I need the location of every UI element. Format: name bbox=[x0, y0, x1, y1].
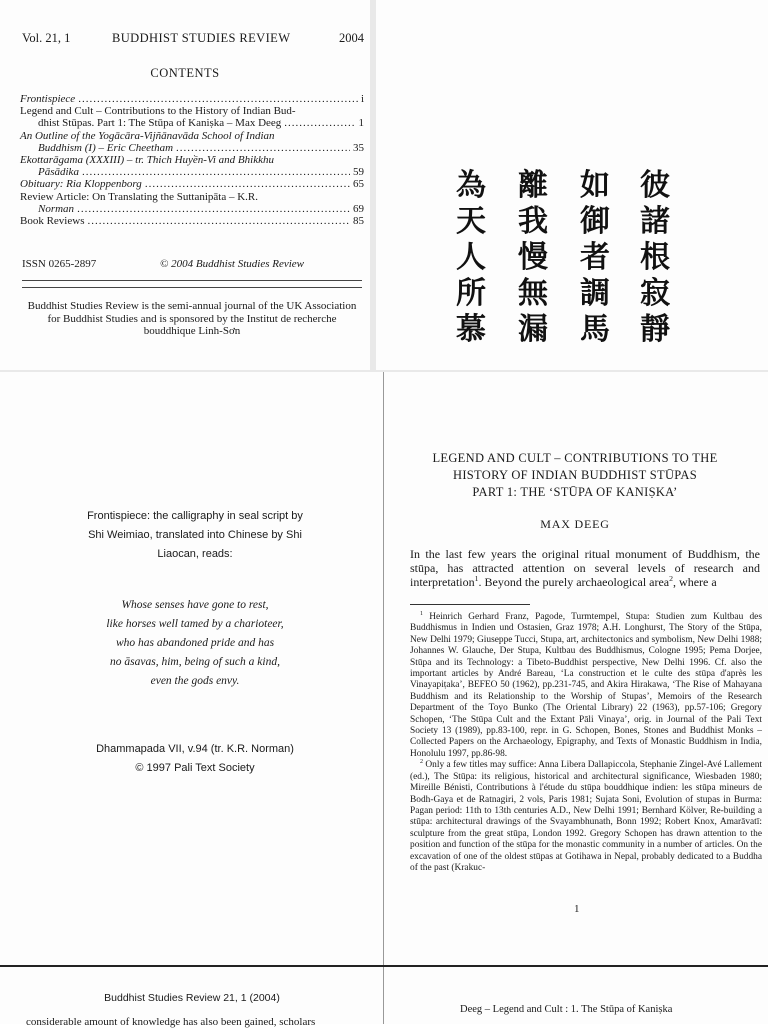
seal-script-calligraphy bbox=[452, 168, 692, 348]
scan-edge-line bbox=[0, 965, 768, 967]
calligraphy-glyph: 靜 bbox=[640, 312, 670, 347]
footnote-rule bbox=[410, 604, 530, 605]
toc-entry-title: Book Reviews bbox=[20, 215, 85, 228]
verse-line: who has abandoned pride and has bbox=[115, 637, 275, 649]
page-divider bbox=[383, 372, 384, 1024]
calligraphy-glyph: 為 bbox=[456, 168, 486, 203]
page-number: 1 bbox=[574, 903, 580, 915]
footnote-text: Heinrich Gerhard Franz, Pagode, Turmtempel, Stupa: Studien zum Kultbau des Buddhismus in Indien und Ostasien, Graz 1978; A.H. Longhurst, The Story of the Stūpa, New Delhi 1979; Giuseppe Tucci, Stupa, art, architectonics and symbolism, New Delhi 1988; Johannes W. Glauche, Der Stupa, Kultbau des Buddhismus, Cologne 1995; Pema Dorjee, Stūpa and its Technology: a Tibeto-Buddhist perspective, New Delhi 1996. Cf. also the important articles by André Bareau, ‘La construction et le culte des stūpa d'après les Vinayapiṭaka’, BEFEO 50 (1962), pp.231-745, and Akira Hirakawa, ‘The Rise of Mahayana Buddhism and its Relationship to the Worship of Stupas’, Memoirs of the Research Department of the Toyo Bunko (The Oriental Library) 22 (1963), pp.57-106; Gregory Schopen, ‘The Stūpa Cult and the Extant Pāli Vinaya’, orig. in Journal of the Pali Text Society 13 (1989), pp.83-100, repr. in G. Schopen, Bones, Stones and Buddhist Monks – Collected Papers on the Archaeology, Epigraphy, and Texts of Monastic Buddhism in India, Honolulu 1997, pp.86-98. bbox=[410, 612, 762, 759]
body-text: In the last few years the original ritual monument of Buddhism, the stūpa, has attracted attention on several levels of research and interpretation bbox=[410, 547, 760, 589]
article-title-line: PART 1: THE ‘STŪPA OF KANIṢKA’ bbox=[472, 485, 678, 499]
footnote bbox=[410, 612, 762, 760]
body-text: . Beyond the purely archaeological area bbox=[478, 575, 670, 589]
toc-page-number: 59 bbox=[353, 166, 364, 179]
article-title-line: LEGEND AND CULT – CONTRIBUTIONS TO THE bbox=[432, 451, 718, 465]
toc-page-number: 1 bbox=[358, 117, 364, 130]
footnote-marker: 1 bbox=[420, 610, 424, 617]
calligraphy-glyph: 慢 bbox=[518, 240, 548, 275]
toc-page-number: i bbox=[360, 93, 364, 105]
calligraphy-glyph: 無 bbox=[518, 276, 548, 311]
calligraphy-column bbox=[580, 168, 622, 348]
copyright-notice: © 2004 Buddhist Studies Review bbox=[160, 258, 305, 270]
calligraphy-glyph: 離 bbox=[518, 168, 548, 203]
gutter bbox=[370, 0, 376, 370]
footnote-ref-1[interactable]: 1 bbox=[474, 574, 479, 583]
footnote-text: Only a few titles may suffice: Anna Libera Dallapiccola, Stephanie Zingel-Avé Lallement (ed.), The Stūpa: its religious, historical and architectural significance, Wiesbaden 1980; Mireille Bénisti, Contributions à l'étude du stūpa bouddhique indien: les stūpa mineurs de Bodh-Gaya et de Ratnagiri, 2 vols, Paris 1981; Sujata Soni, Evolution of stupas in Burma: Pagan period: 11th to 13th centuries A.D., New Delhi 1991; Bernhard Kölver, Re-building a stūpa: architectural drawings of the Svayambhunath, Bonn 1992; Robert Knox, Amarāvatī: sculpture from the great stūpa, London 1992. Gregory Schopen has drawn attention to the position and function of the stūpa for the monastic community in a number of articles. On the excavation of one of the oldest stūpas at Gotihawa in Nepal, probably dedicated to a Buddha of the past (Krakuc- bbox=[410, 760, 763, 873]
calligraphy-glyph: 諸 bbox=[640, 204, 670, 239]
calligraphy-glyph: 慕 bbox=[456, 312, 486, 347]
running-footer: Deeg – Legend and Cult : 1. The Stūpa of Kaniṣka bbox=[460, 1004, 673, 1015]
article-author: MAX DEEG bbox=[540, 517, 610, 531]
journal-description: Buddhist Studies Review is the semi-annual journal of the UK Association for Buddhist Studies and is sponsored by the Institut de recherche bouddhique Linh-Sơn bbox=[27, 300, 357, 337]
calligraphy-column bbox=[456, 168, 498, 348]
footnote bbox=[410, 760, 762, 874]
toc-entry-title: Review Article: On Translating the Suttanipāta – K.R. bbox=[20, 190, 259, 203]
footnote-ref-2[interactable]: 2 bbox=[669, 574, 674, 583]
calligraphy-glyph: 天 bbox=[456, 204, 486, 239]
calligraphy-glyph: 寂 bbox=[640, 276, 670, 311]
divider-dashes bbox=[22, 281, 362, 286]
toc-entry-title: An Outline of the Yogācāra-Vijñānavāda School of Indian bbox=[20, 129, 275, 142]
toc-entry[interactable] bbox=[20, 105, 364, 129]
toc-page-number: 69 bbox=[353, 202, 364, 215]
calligraphy-glyph: 人 bbox=[456, 240, 486, 275]
calligraphy-column bbox=[640, 168, 682, 348]
journal-title: BUDDHIST STUDIES REVIEW bbox=[112, 31, 291, 45]
verse-source bbox=[60, 740, 330, 778]
left-page-footer: Buddhist Studies Review 21, 1 (2004) bbox=[104, 992, 280, 1004]
calligraphy-glyph: 所 bbox=[456, 276, 486, 311]
article-title bbox=[400, 450, 750, 501]
footnote-marker: 2 bbox=[420, 759, 424, 766]
toc-page-number: 85 bbox=[353, 215, 364, 228]
calligraphy-glyph: 御 bbox=[580, 204, 610, 239]
frontispiece-page bbox=[0, 372, 384, 1024]
footnotes bbox=[410, 612, 762, 874]
cutoff-text-line: considerable amount of knowledge has also been gained, scholars bbox=[26, 1016, 316, 1028]
table-of-contents bbox=[20, 93, 364, 227]
toc-leader bbox=[82, 166, 350, 178]
toc-entry[interactable] bbox=[20, 130, 364, 154]
toc-entry[interactable] bbox=[20, 178, 364, 190]
toc-page-number: 35 bbox=[353, 141, 364, 154]
year-label: 2004 bbox=[339, 31, 364, 45]
body-text: , where a bbox=[673, 575, 717, 589]
toc-leader bbox=[284, 117, 355, 129]
toc-leader bbox=[145, 178, 350, 190]
toc-entry-title: Ekottarāgama (XXXIII) – tr. Thich Huyền-Vi and Bhikkhu bbox=[20, 154, 274, 167]
calligraphy-column bbox=[518, 168, 560, 348]
frontispiece-caption: Frontispiece: the calligraphy in seal script by Shi Weimiao, translated into Chinese by Shi Liaocan, reads: bbox=[87, 510, 303, 560]
calligraphy-glyph: 我 bbox=[518, 204, 548, 239]
toc-entry[interactable] bbox=[20, 215, 364, 227]
toc-leader bbox=[87, 215, 350, 227]
verse-line: Whose senses have gone to rest, bbox=[121, 599, 269, 611]
toc-leader bbox=[78, 93, 358, 105]
calligraphy-glyph: 如 bbox=[580, 168, 610, 203]
toc-entry-title-cont: dhist Stūpas. Part 1: The Stūpa of Kaniṣka – Max Deeg bbox=[38, 117, 282, 130]
volume-label: Vol. 21, 1 bbox=[22, 31, 71, 45]
toc-leader bbox=[77, 203, 350, 215]
calligraphy-glyph: 馬 bbox=[580, 312, 610, 347]
verse-line: no āsavas, him, being of such a kind, bbox=[110, 656, 280, 668]
calligraphy-glyph: 漏 bbox=[518, 312, 548, 347]
toc-entry-title: Legend and Cult – Contributions to the History of Indian Bud- bbox=[20, 105, 296, 118]
calligraphy-glyph: 者 bbox=[580, 240, 610, 275]
toc-entry-title-cont: Buddhism (I) – Eric Cheetham bbox=[38, 141, 174, 154]
contents-heading: CONTENTS bbox=[150, 66, 220, 80]
source-copyright: © 1997 Pali Text Society bbox=[135, 762, 255, 774]
issn-number: ISSN 0265-2897 bbox=[22, 258, 97, 270]
toc-entry[interactable] bbox=[20, 191, 364, 215]
toc-entry[interactable] bbox=[20, 93, 364, 105]
toc-entry-title: Obituary: Ria Kloppenborg bbox=[20, 178, 142, 191]
toc-entry[interactable] bbox=[20, 154, 364, 178]
toc-page-number: 65 bbox=[353, 178, 364, 191]
toc-leader bbox=[176, 142, 350, 154]
toc-entry-title-cont: Norman bbox=[38, 202, 75, 215]
verse-translation bbox=[80, 596, 310, 691]
toc-entry-title-cont: Pāsādika bbox=[38, 166, 79, 179]
calligraphy-glyph: 彼 bbox=[640, 168, 670, 203]
calligraphy-glyph: 調 bbox=[580, 276, 610, 311]
source-citation: Dhammapada VII, v.94 (tr. K.R. Norman) bbox=[96, 743, 294, 755]
article-body bbox=[410, 547, 760, 589]
verse-line: like horses well tamed by a charioteer, bbox=[106, 618, 284, 630]
article-title-line: HISTORY OF INDIAN BUDDHIST STŪPAS bbox=[453, 468, 697, 482]
verse-line: even the gods envy. bbox=[150, 675, 240, 687]
calligraphy-glyph: 根 bbox=[640, 240, 670, 275]
toc-entry-title: Frontispiece bbox=[20, 93, 76, 105]
